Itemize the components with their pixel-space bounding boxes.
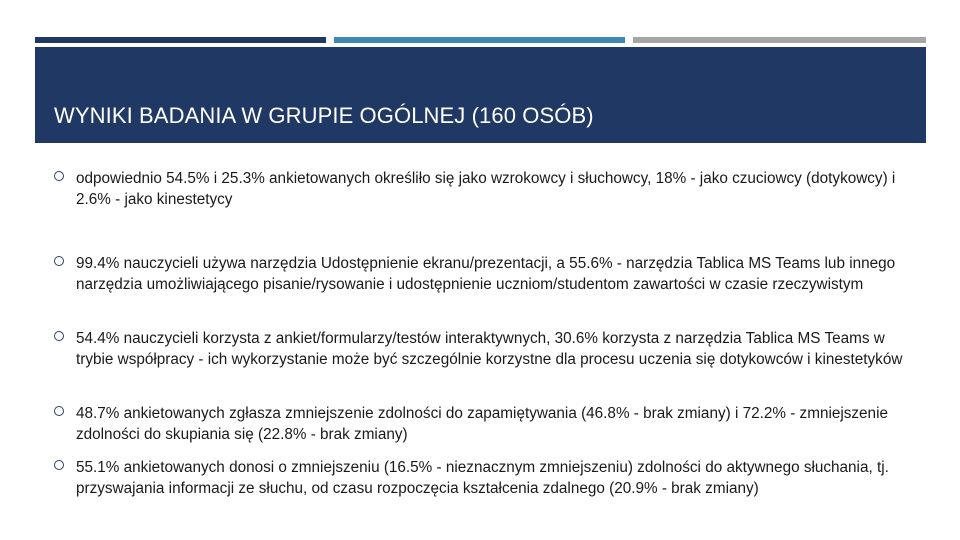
bullet-text: 99.4% nauczycieli używa narzędzia Udostępnienie ekranu/prezentacji, a 55.6% - narzędzia Tablica MS Teams lub innego narzędzia umożliwiającego pisanie/rysowanie i udostępnienie uczniom/studentom zawartości w czasie rzeczywistym xyxy=(76,255,896,293)
top-stripe-gray xyxy=(633,37,926,43)
circle-outline-icon xyxy=(54,171,64,181)
bullet-item xyxy=(54,253,916,295)
bullet-item xyxy=(54,168,916,210)
circle-outline-icon xyxy=(54,460,64,470)
bullet-text: 54.4% nauczycieli korzysta z ankiet/formularzy/testów interaktywnych, 30.6% korzysta z narzędzia Tablica MS Teams w trybie współpracy - ich wykorzystanie może być szczególnie korzystne dla procesu uczenia się dotykowców i kinestetyków xyxy=(76,330,903,368)
bullet-text: odpowiednio 54.5% i 25.3% ankietowanych określiło się jako wzrokowcy i słuchowcy, 18% - jako czuciowcy (dotykowcy) i 2.6% - jako kinestetycy xyxy=(76,170,896,208)
title-band xyxy=(35,47,926,143)
top-stripe-dark xyxy=(35,37,326,43)
slide-title: WYNIKI BADANIA W GRUPIE OGÓLNEJ (160 OSÓB) xyxy=(54,103,594,128)
top-stripe-blue xyxy=(334,37,625,43)
bullet-text: 55.1% ankietowanych donosi o zmniejszeniu (16.5% - nieznacznym zmniejszeniu) zdolności do aktywnego słuchania, tj. przyswajania informacji ze słuchu, od czasu rozpoczęcia kształcenia zdalnego (20.9% - brak zmiany) xyxy=(76,459,889,497)
bullet-item xyxy=(54,457,916,499)
circle-outline-icon xyxy=(54,406,64,416)
bullet-item xyxy=(54,403,916,445)
circle-outline-icon xyxy=(54,331,64,341)
bullet-text: 48.7% ankietowanych zgłasza zmniejszenie zdolności do zapamiętywania (46.8% - brak zmiany) i 72.2% - zmniejszenie zdolności do skupiania się (22.8% - brak zmiany) xyxy=(76,405,888,443)
circle-outline-icon xyxy=(54,256,64,266)
bullet-item xyxy=(54,328,916,370)
